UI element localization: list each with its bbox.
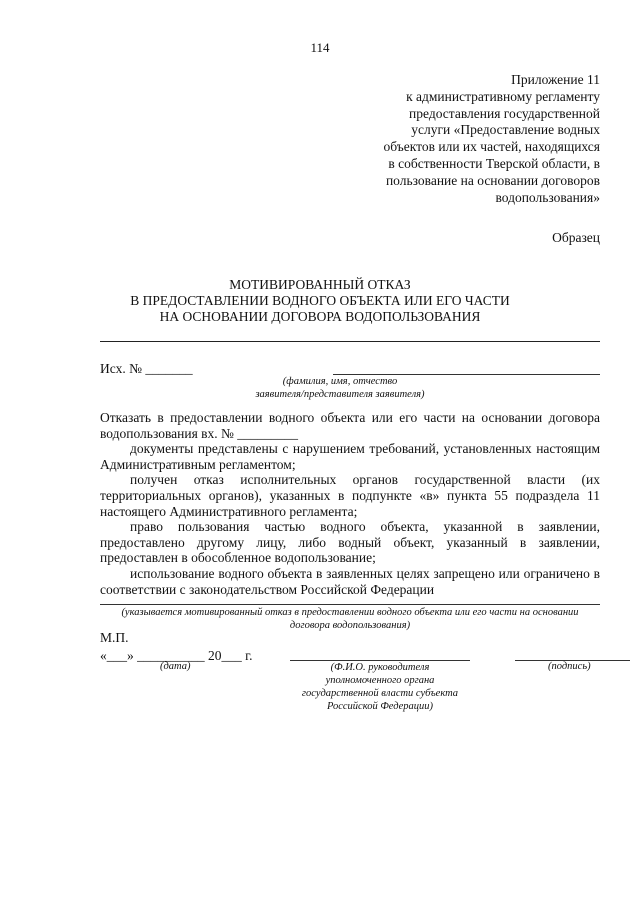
appendix-line: к административному регламенту — [406, 88, 600, 104]
refusal-reason: право пользования частью водного объекта, указанной в заявлении, предоставлено другому лицу, либо водный объект, указанный в заявлении, предоставлен в обособленное водопользование; — [100, 519, 600, 566]
refusal-reason: получен отказ исполнительных органов государственной власти (их территориальных органов), указанных в подпункте «в» пункта 55 подраздела 11 настоящего Административного регламента; — [100, 472, 600, 519]
appendix-line: Приложение 11 — [511, 72, 600, 87]
reason-caption-line: (указывается мотивированный отказ в предоставлении водного объекта или его части на основании — [121, 607, 579, 618]
page-number: 114 — [310, 40, 330, 55]
document-title — [0, 277, 640, 325]
official-caption — [280, 661, 480, 713]
applicant-name-line — [333, 374, 600, 375]
appendix-line: водопользования» — [495, 189, 600, 205]
title-divider — [100, 341, 600, 342]
refusal-reason: документы представлены с нарушением требований, установленных настоящим Административным регламентом; — [100, 441, 600, 472]
refusal-intro: Отказать в предоставлении водного объекта или его части на основании договора водопользования вх. № _________ — [100, 410, 600, 441]
reason-caption-line: договора водопользования) — [289, 620, 411, 631]
official-caption-line: государственной власти субъекта — [301, 688, 459, 699]
official-caption-line: Российской Федерации) — [326, 701, 434, 712]
appendix-line: услуги «Предоставление водных — [411, 122, 600, 138]
outgoing-number-label: Исх. № _______ — [100, 361, 193, 376]
date-line: «___» __________ 20___ г. — [100, 648, 253, 663]
date-caption: (дата) — [160, 661, 191, 672]
signature-caption: (подпись) — [548, 661, 591, 672]
sample-label: Образец — [552, 230, 600, 245]
reason-line — [100, 604, 600, 605]
title-line: НА ОСНОВАНИИ ДОГОВОРА ВОДОПОЛЬЗОВАНИЯ — [159, 309, 481, 324]
applicant-caption-line: заявителя/представителя заявителя) — [255, 388, 425, 400]
refusal-body — [100, 410, 600, 597]
title-line: МОТИВИРОВАННЫЙ ОТКАЗ — [229, 277, 411, 292]
title-line: В ПРЕДОСТАВЛЕНИИ ВОДНОГО ОБЪЕКТА ИЛИ ЕГО ЧАСТИ — [130, 293, 510, 308]
applicant-caption — [250, 376, 430, 401]
refusal-reason: использование водного объекта в заявленных целях запрещено или ограничено в соответствии с законодательством Российской Федерации — [100, 565, 600, 597]
appendix-line: пользование на основании договоров — [385, 172, 600, 188]
stamp-label: М.П. — [100, 630, 129, 645]
appendix-block — [320, 72, 600, 206]
applicant-caption-line: (фамилия, имя, отчество — [282, 376, 398, 387]
appendix-line: объектов или их частей, находящихся — [383, 139, 600, 155]
appendix-line: предоставления государственной — [409, 105, 600, 121]
appendix-line: в собственности Тверской области, в — [388, 155, 600, 171]
official-caption-line: уполномоченного органа — [325, 675, 435, 686]
reason-caption — [100, 606, 600, 632]
official-caption-line: (Ф.И.О. руководителя — [330, 662, 430, 673]
